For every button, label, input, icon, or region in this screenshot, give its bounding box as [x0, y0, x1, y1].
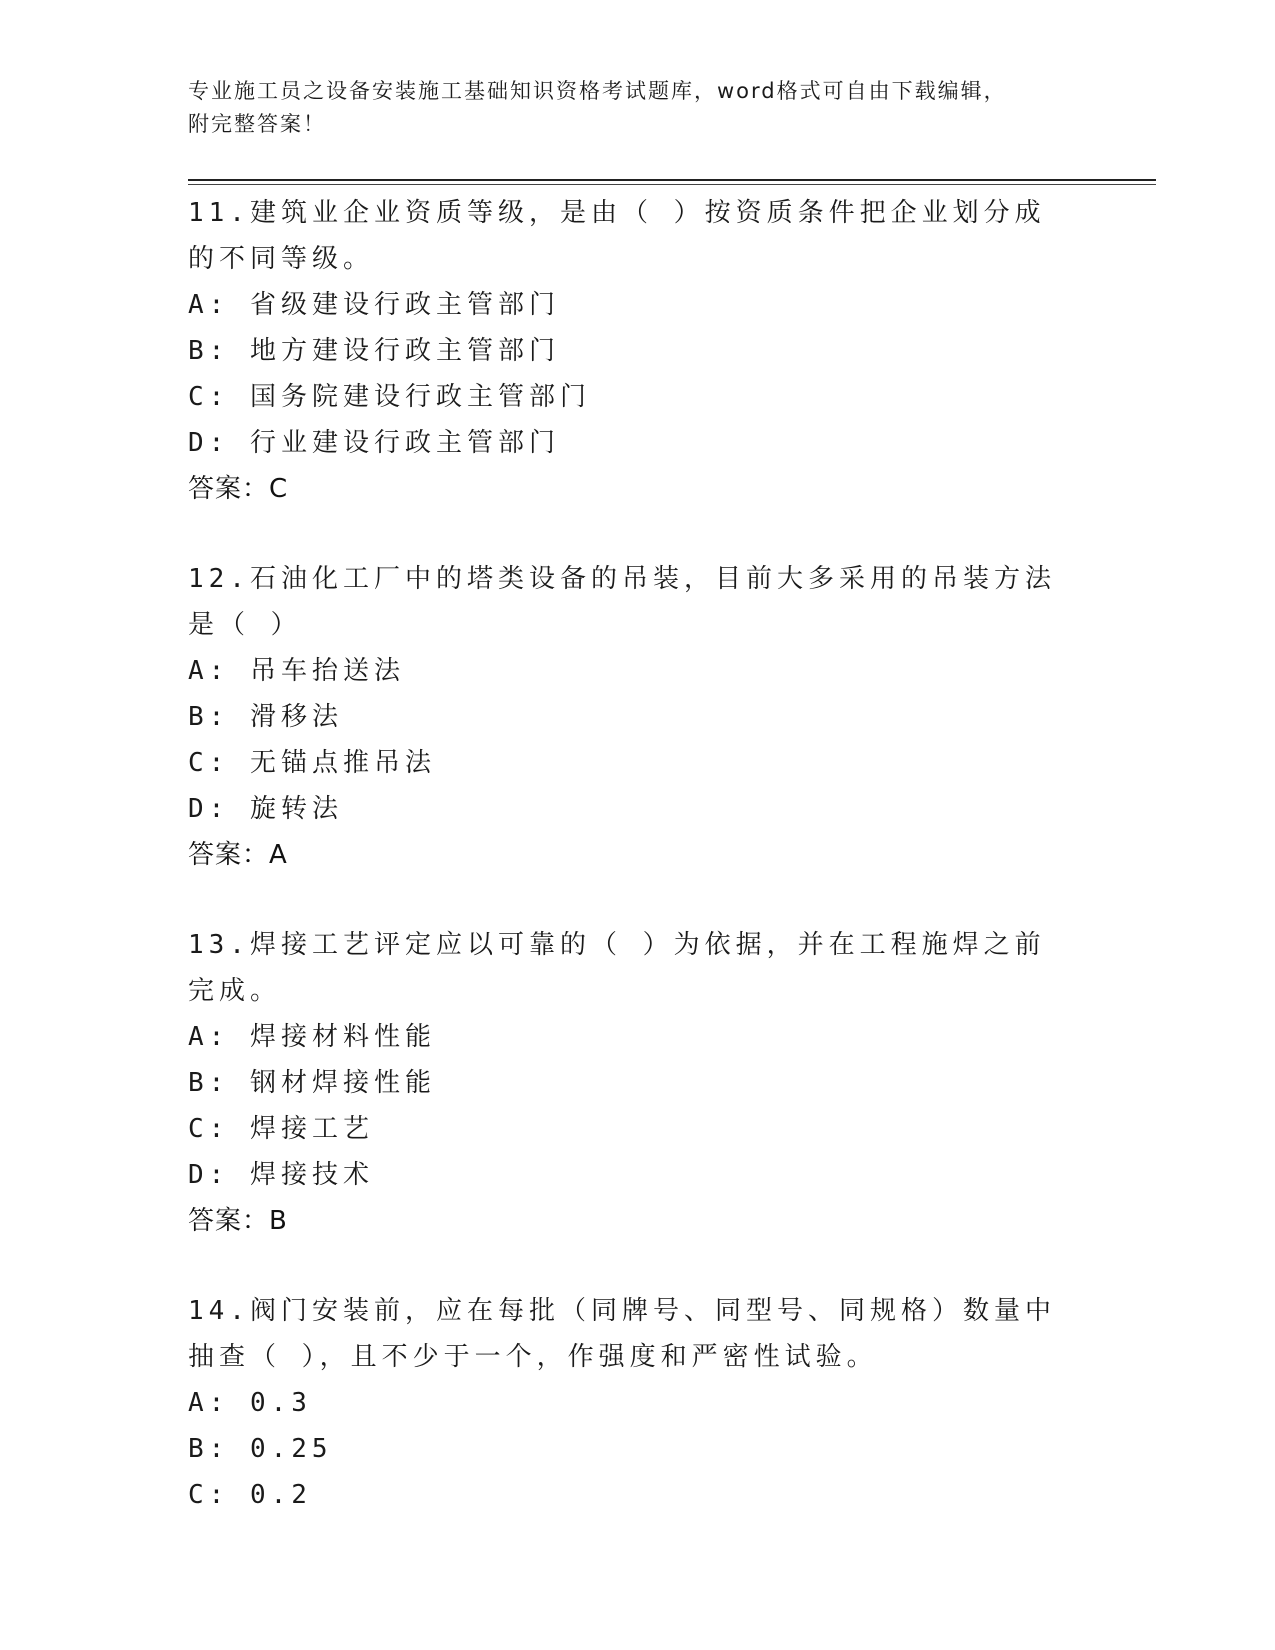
question-stem: 11.建筑业企业资质等级，是由（ ）按资质条件把企业划分成的不同等级。: [188, 198, 1046, 274]
document-header: [188, 75, 1088, 141]
option-c: C: 0.2: [188, 1480, 312, 1510]
question-stem: 13.焊接工艺评定应以可靠的（ ）为依据，并在工程施焊之前完成。: [188, 930, 1046, 1006]
option-a: A: 吊车抬送法: [188, 656, 405, 686]
question-stem: 12.石油化工厂中的塔类设备的吊装，目前大多采用的吊装方法是（ ）: [188, 564, 1056, 640]
question-11: [188, 190, 1088, 512]
option-b: B: 0.25: [188, 1434, 333, 1464]
option-a: A: 焊接材料性能: [188, 1022, 436, 1052]
option-d: D: 旋转法: [188, 794, 343, 824]
option-b: B: 滑移法: [188, 702, 343, 732]
option-c: C: 国务院建设行政主管部门: [188, 382, 591, 412]
header-line-2: 附完整答案！: [188, 112, 326, 136]
header-divider-thick: [188, 179, 1156, 181]
question-list: [188, 190, 1088, 1562]
question-14: [188, 1288, 1088, 1518]
question-stem: 14.阀门安装前，应在每批（同牌号、同型号、同规格）数量中抽查（ ），且不少于一个，作强度和严密性试验。: [188, 1296, 1056, 1372]
option-a: A: 0.3: [188, 1388, 312, 1418]
option-a: A: 省级建设行政主管部门: [188, 290, 560, 320]
answer-line: 答案：C: [188, 474, 289, 504]
header-line-1: 专业施工员之设备安装施工基础知识资格考试题库，word格式可自由下载编辑，: [188, 79, 1007, 103]
answer-line: 答案：A: [188, 840, 288, 870]
option-c: C: 无锚点推吊法: [188, 748, 436, 778]
header-divider-thin: [188, 184, 1156, 185]
option-c: C: 焊接工艺: [188, 1114, 374, 1144]
option-b: B: 地方建设行政主管部门: [188, 336, 560, 366]
question-13: [188, 922, 1088, 1244]
answer-line: 答案：B: [188, 1206, 288, 1236]
option-d: D: 行业建设行政主管部门: [188, 428, 560, 458]
option-d: D: 焊接技术: [188, 1160, 374, 1190]
option-b: B: 钢材焊接性能: [188, 1068, 436, 1098]
question-12: [188, 556, 1088, 878]
